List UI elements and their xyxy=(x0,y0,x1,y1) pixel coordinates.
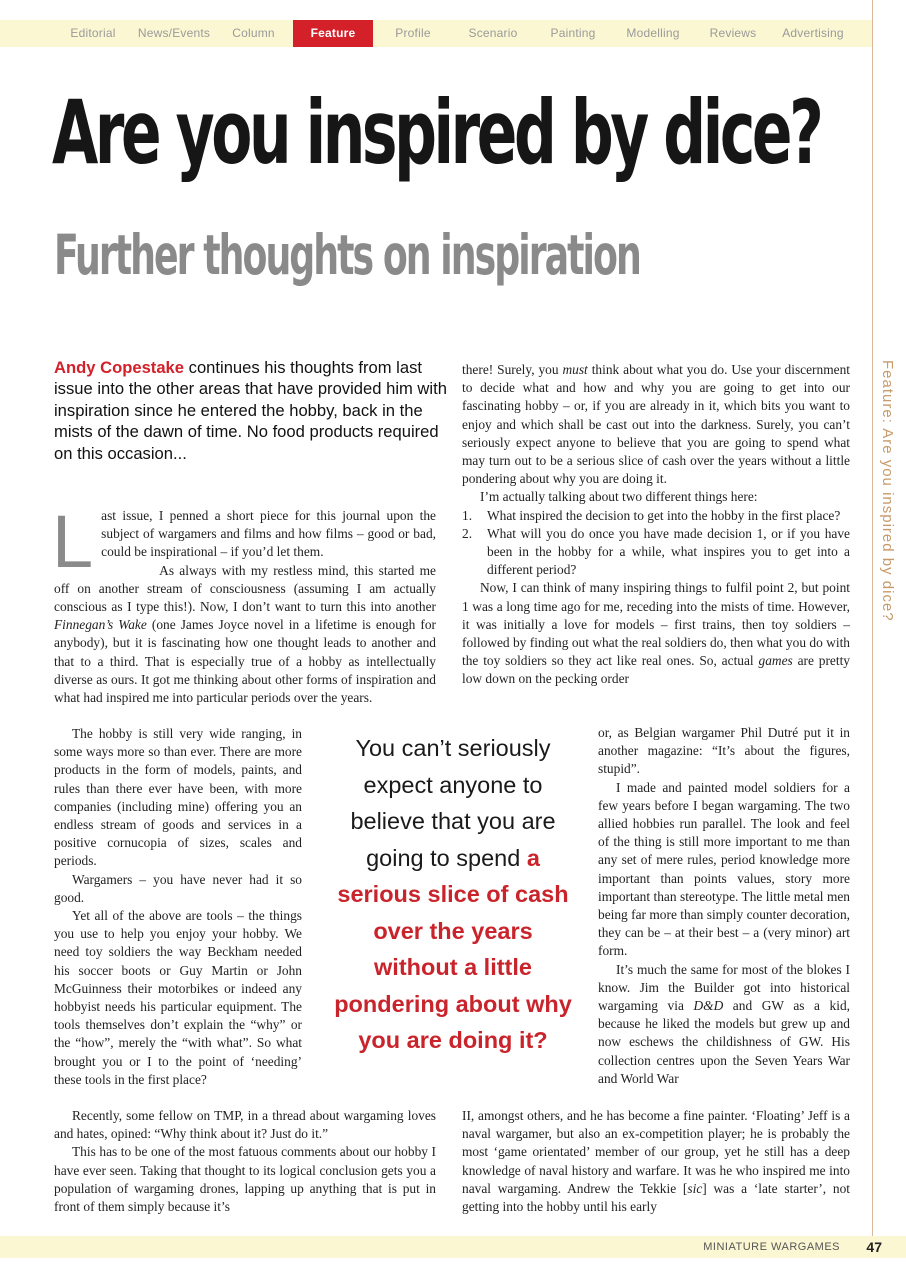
drop-cap: L xyxy=(52,500,94,583)
nav-tab-modelling[interactable]: Modelling xyxy=(626,26,680,40)
nav-tab-feature[interactable]: Feature xyxy=(293,20,373,47)
body-paragraph: there! Surely, you must think about what you do. Use your discernment to decide what and how and why you are going to get into our fascinating hobby – or, if you are already in it, which bits you want to enjoy and which shall be cast out into the darkness. Surely, you can’t seriously expect anyone to believe that you are going to spend what may turn out to be a serious slice of cash over the years without a little pondering about why you are doing it. xyxy=(462,362,850,487)
body-paragraph: As always with my restless mind, this started me off on another stream of consciousness (assuming I am actually conscious as I type this!). Now, I don’t want to turn this into another Finnegan’s Wake (one James Joyce novel in a lifetime is enough for anybody), but it is fascinating how one thought leads to another and that to a third. That is especially true of a hobby as intellectually diverse as ours. It got me thinking about other forms of inspiration and what had inspired me into particular periods over the years. xyxy=(54,562,437,706)
body-paragraph: Last issue, I penned a short piece for this journal upon the subject of wargamers and films and how films – good or bad, could be inspirational – if you’d let them. xyxy=(52,500,436,583)
nav-tab-news-events[interactable]: News/Events xyxy=(137,26,211,40)
numbered-list xyxy=(462,507,850,580)
body-paragraph: I’m actually talking about two different things here: xyxy=(480,489,758,505)
body-paragraph: Now, I can think of many inspiring things to fulfil point 2, but point 1 was a long time ago for me, receding into the mists of time. However, it was initially a love for models – first trains, then toy soldiers – followed by finding out what the real soldiers do, then what you do with the toy soldiers so they act like real ones. So, actual games are pretty low down on the pecking order xyxy=(462,580,851,687)
page-footer xyxy=(0,1236,906,1258)
body-column-right-narrow xyxy=(598,724,850,1088)
margin-rule xyxy=(872,0,873,1236)
body-paragraph: I made and painted model soldiers for a few years before I began wargaming. The two allied hobbies run parallel. The look and feel of the thing is still more important to me than any set of mere rules, period knowledge more important than points values, story more important than stereotype. The little metal men being far more than simply counter decoration, they can be – at their best – a (very minor) art form. xyxy=(598,779,850,959)
nav-tab-profile[interactable]: Profile xyxy=(395,26,431,40)
magazine-name: MINIATURE WARGAMES xyxy=(703,1241,840,1253)
body-column-left-bottom xyxy=(54,1107,436,1216)
standfirst-text: continues his thoughts from last issue into the other areas that have provided him with inspiration since he entered the hobby, back in the mists of the dawn of time. No food products required on this occasion... xyxy=(54,358,447,463)
pull-quote xyxy=(330,730,576,1059)
pull-quote-highlight: a serious slice of cash over the years without a little pondering about why you are doing it? xyxy=(334,844,572,1053)
page-number: 47 xyxy=(866,1239,882,1255)
author-name: Andy Copestake xyxy=(54,358,185,377)
headline: Are you inspired by dice? xyxy=(52,81,821,184)
nav-tab-column[interactable]: Column xyxy=(232,26,275,40)
body-paragraph: It’s much the same for most of the blokes I know. Jim the Builder got into historical wargaming via D&D and GW as a kid, because he liked the models but grew up and now eschews the childishness of GW. His collection centres upon the Seven Years War and World War xyxy=(598,961,850,1086)
pull-quote-plain: You can’t seriously expect anyone to believe that you are going to spend xyxy=(350,735,556,871)
nav-tab-editorial[interactable]: Editorial xyxy=(70,26,116,40)
body-paragraph: II, amongst others, and he has become a fine painter. ‘Floating’ Jeff is a naval wargamer, but also an ex-competition player; he is probably the most ‘game orientated’ member of our group, yet he still has a deep knowledge of naval history and warfare. It was he who inspired me into naval wargaming. Andrew the Tekkie [sic] was a ‘late starter’, not getting into the hobby until his early xyxy=(462,1108,851,1215)
section-nav xyxy=(0,20,872,47)
body-paragraph: or, as Belgian wargamer Phil Dutré put it in another magazine: “It’s about the figures, stupid”. xyxy=(598,725,850,777)
body-paragraph: Recently, some fellow on TMP, in a thread about wargaming loves and hates, opined: “Why think about it? Just do it.” xyxy=(54,1108,436,1142)
body-paragraph: The hobby is still very wide ranging, in some ways more so than ever. There are more products in the form of models, paints, and rules than there ever have been, with more companies (including mine) offering you an endless stream of goods and services in a positive cornucopia of sizes, scales and periods. xyxy=(54,726,302,869)
side-section-label xyxy=(868,360,898,622)
nav-tab-scenario[interactable]: Scenario xyxy=(468,26,518,40)
body-column-right-top xyxy=(462,361,850,689)
list-item: 1. What inspired the decision to get into the hobby in the first place? xyxy=(462,507,841,523)
standfirst xyxy=(54,357,449,464)
body-paragraph: This has to be one of the most fatuous comments about our hobby I have ever seen. Taking that thought to its logical conclusion gets you a population of wargaming drones, lapping up anything that is put in front of them simply because it’s xyxy=(54,1144,436,1215)
body-column-left-top xyxy=(52,500,437,707)
nav-tab-advertising[interactable]: Advertising xyxy=(782,26,844,40)
body-column-right-bottom xyxy=(462,1107,850,1216)
body-paragraph: Wargamers – you have never had it so good. xyxy=(54,871,302,905)
nav-tab-painting[interactable]: Painting xyxy=(550,26,596,40)
body-paragraph: Yet all of the above are tools – the things you use to help you enjoy your hobby. We need toy soldiers the way Beckham needed his soccer boots or Guy Martin or John McGuinness their motorbikes or indeed any hobbyist needs his particular equipment. The tools themselves don’t explain the “why” or the “how”, merely the “with what”. So what brought you or I to the point of ‘needing’ these tools in the first place? xyxy=(54,908,302,1087)
body-column-left-narrow xyxy=(54,725,302,1089)
list-item: 2. What will you do once you have made decision 1, or if you have been in the hobby for a while, what inspires you to get into a different period? xyxy=(462,525,850,578)
nav-tab-reviews[interactable]: Reviews xyxy=(709,26,757,40)
side-label-text: Feature: Are you inspired by dice? xyxy=(879,360,896,622)
subheadline: Further thoughts on inspiration xyxy=(54,223,640,287)
